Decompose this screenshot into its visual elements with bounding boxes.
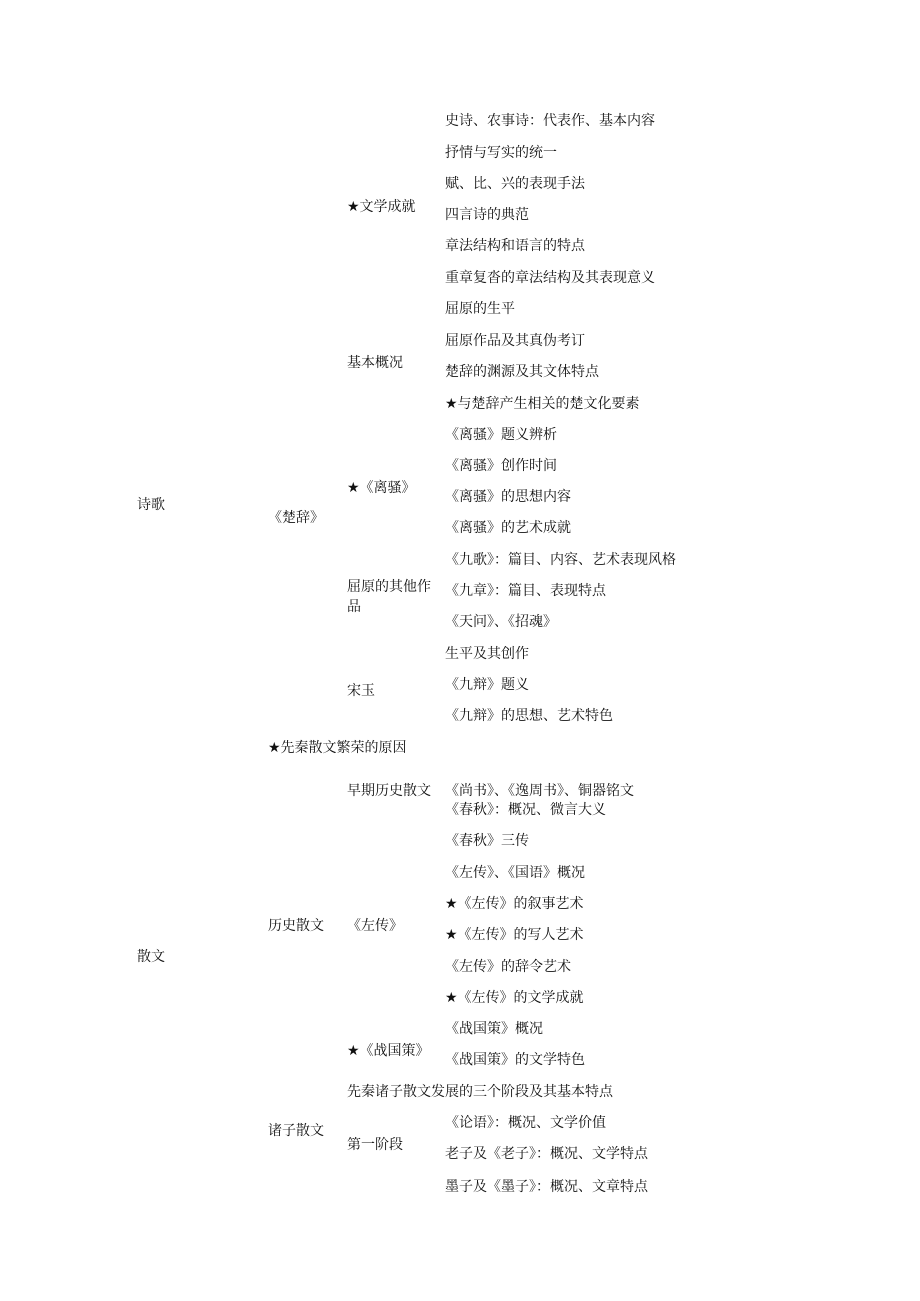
leaf-item: 《春秋》三传	[445, 833, 529, 849]
leaf-item: 《离骚》的思想内容	[445, 489, 571, 505]
node-songyu: 宋玉	[347, 683, 375, 699]
leaf-item: 《天问》、《招魂》	[445, 614, 557, 630]
node-history-prose: 历史散文	[268, 918, 324, 934]
node-poetry: 诗歌	[137, 497, 165, 513]
node-zhuzi-stages: 先秦诸子散文发展的三个阶段及其基本特点	[347, 1084, 613, 1100]
node-lisao: ★《离骚》	[347, 480, 416, 496]
node-prose-reason: ★先秦散文繁荣的原因	[268, 740, 407, 756]
leaf-item: 《九辩》的思想、艺术特色	[445, 708, 613, 724]
leaf-item: 《离骚》的艺术成就	[445, 520, 571, 536]
leaf-item: 重章复沓的章法结构及其表现意义	[445, 270, 655, 286]
leaf-item: ★《左传》的写人艺术	[445, 927, 584, 943]
leaf-item: 抒情与写实的统一	[445, 145, 557, 161]
leaf-item: 《春秋》：概况、微言大义	[445, 802, 606, 818]
node-zhuzi-prose: 诸子散文	[268, 1123, 324, 1139]
leaf-item: 老子及《老子》：概况、文学特点	[445, 1146, 648, 1162]
leaf-item: ★与楚辞产生相关的楚文化要素	[445, 396, 640, 412]
leaf-item: 《左传》、《国语》概况	[445, 865, 585, 881]
node-zhanguoce: ★《战国策》	[347, 1043, 430, 1059]
node-chuci: 《楚辞》	[268, 510, 324, 526]
node-early-history: 早期历史散文	[347, 783, 431, 799]
leaf-item: ★《左传》的文学成就	[445, 990, 584, 1006]
leaf-item: 生平及其创作	[445, 646, 529, 662]
leaf-item: 《战国策》概况	[445, 1021, 543, 1037]
leaf-item: 《离骚》题义辨析	[445, 427, 557, 443]
leaf-item: 《九歌》：篇目、内容、艺术表现风格	[445, 552, 676, 568]
leaf-item: 《论语》：概况、文学价值	[445, 1115, 606, 1131]
leaf-item: 《尚书》、《逸周书》、铜器铭文	[445, 783, 634, 799]
leaf-item: 史诗、农事诗：代表作、基本内容	[445, 113, 655, 129]
leaf-item: 《战国策》的文学特色	[445, 1052, 585, 1068]
leaf-item: 赋、比、兴的表现手法	[445, 176, 585, 192]
leaf-item: 《九章》：篇目、表现特点	[445, 583, 606, 599]
leaf-item: 《左传》的辞令艺术	[445, 959, 571, 975]
leaf-item: 屈原的生平	[445, 301, 515, 317]
leaf-item: 《九辩》题义	[445, 677, 529, 693]
node-basic-overview: 基本概况	[347, 355, 403, 371]
leaf-item: 四言诗的典范	[445, 207, 529, 223]
node-other-works: 屈原的其他作品	[347, 579, 431, 615]
leaf-item: 《离骚》创作时间	[445, 458, 557, 474]
node-stage1: 第一阶段	[347, 1137, 403, 1153]
leaf-item: 楚辞的渊源及其文体特点	[445, 364, 599, 380]
node-lit-achievement: ★文学成就	[347, 199, 416, 215]
leaf-item: ★《左传》的叙事艺术	[445, 896, 584, 912]
leaf-item: 墨子及《墨子》：概况、文章特点	[445, 1179, 648, 1195]
leaf-item: 章法结构和语言的特点	[445, 238, 585, 254]
node-zuozhuan: 《左传》	[347, 918, 403, 934]
leaf-item: 屈原作品及其真伪考订	[445, 333, 585, 349]
node-prose: 散文	[137, 949, 165, 965]
